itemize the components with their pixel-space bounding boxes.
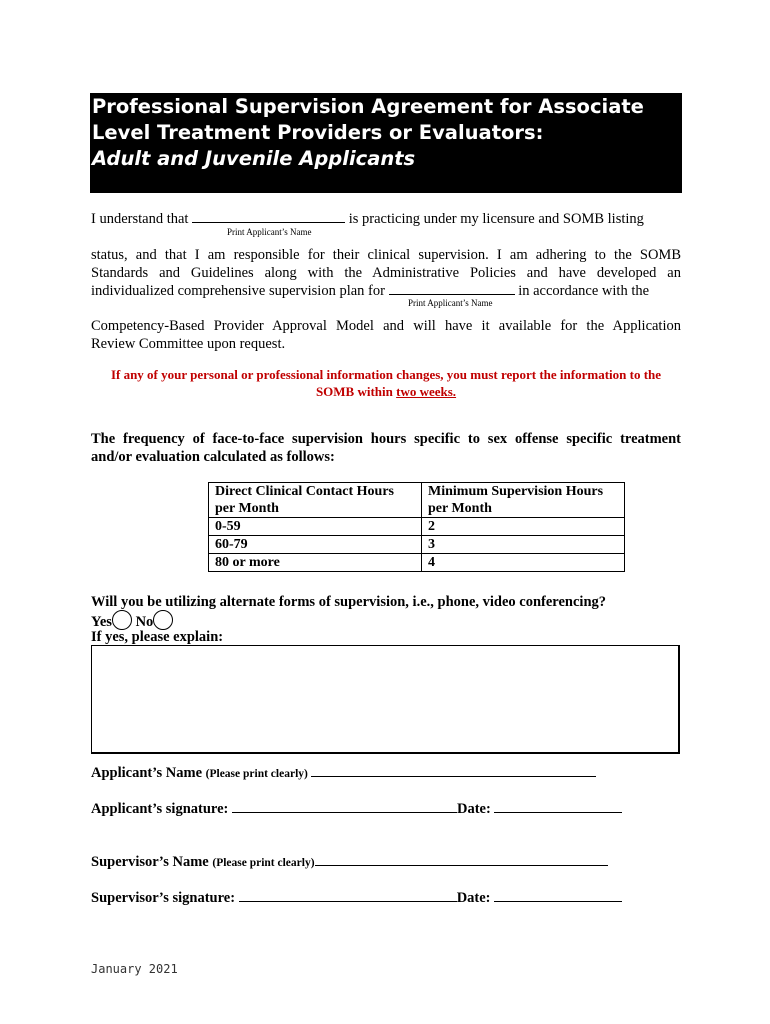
- print-applicant-name-caption-2: Print Applicant’s Name: [408, 298, 493, 308]
- intro-text-before: I understand that: [91, 211, 189, 227]
- footer-date: January 2021: [91, 962, 178, 976]
- title-line-2: Level Treatment Providers or Evaluators:: [92, 121, 544, 144]
- yes-label: Yes: [91, 614, 112, 630]
- table-header-row: [209, 483, 625, 518]
- supervisor-name-field[interactable]: [315, 853, 608, 866]
- no-radio[interactable]: [153, 610, 173, 630]
- explain-label: If yes, please explain:: [91, 629, 224, 645]
- applicant-name-label: Applicant’s Name: [91, 765, 203, 781]
- supervision-hours-table: [208, 482, 625, 572]
- supervisor-signature-field[interactable]: [239, 889, 457, 902]
- supervisor-signature-row: [91, 889, 622, 907]
- notice-line-1: If any of your personal or professional information changes, you must report the information to the: [110, 367, 662, 382]
- applicant-name-hint: (Please print clearly): [205, 768, 308, 780]
- frequency-line-2: and/or evaluation calculated as follows:: [91, 449, 335, 465]
- title-line-1: Professional Supervision Agreement for Associate: [92, 95, 644, 118]
- supervision-hours-cell: 4: [422, 554, 625, 572]
- explain-text-box[interactable]: [91, 645, 680, 754]
- intro-text-after: is practicing under my licensure and SOMB listing: [348, 211, 644, 227]
- applicant-date-field[interactable]: [494, 800, 622, 813]
- frequency-line-1: The frequency of face-to-face supervision hours specific to sex offense specific treatment: [91, 431, 681, 447]
- applicant-date-label: Date:: [457, 801, 491, 817]
- table-row: [209, 536, 625, 554]
- applicant-signature-field[interactable]: [232, 800, 457, 813]
- paragraph-line: status, and that I am responsible for their clinical supervision. I am adhering to the SOMB: [91, 247, 681, 263]
- applicant-name-blank-2[interactable]: [389, 282, 515, 295]
- plan-text-after: in accordance with the: [518, 283, 650, 299]
- applicant-signature-label: Applicant’s signature:: [91, 801, 229, 817]
- title-banner: [90, 93, 682, 193]
- supervisor-date-label: Date:: [456, 890, 491, 906]
- supervision-hours-cell: 2: [422, 518, 625, 536]
- applicant-name-field[interactable]: [311, 764, 596, 777]
- alternate-question: Will you be utilizing alternate forms of supervision, i.e., phone, video conferencing?: [91, 594, 607, 610]
- contact-hours-cell: 80 or more: [209, 554, 422, 572]
- supervisor-date-field[interactable]: [494, 889, 622, 902]
- applicant-name-blank-1[interactable]: [192, 210, 345, 223]
- applicant-name-row: [91, 764, 596, 783]
- header-contact-hours: Direct Clinical Contact Hours per Month: [209, 483, 422, 518]
- plan-text-before: individualized comprehensive supervision plan for: [91, 283, 385, 299]
- yes-radio[interactable]: [112, 610, 132, 630]
- supervision-hours-cell: 3: [422, 536, 625, 554]
- contact-hours-cell: 0-59: [209, 518, 422, 536]
- header-supervision-hours: Minimum Supervision Hours per Month: [422, 483, 625, 518]
- notice-text: SOMB within: [315, 384, 393, 399]
- paragraph-line: Competency-Based Provider Approval Model and will have it available for the Application: [91, 318, 681, 334]
- supervisor-signature-label: Supervisor’s signature:: [91, 890, 236, 906]
- paragraph-line: Standards and Guidelines along with the Administrative Policies and have developed an: [91, 265, 681, 281]
- supervisor-name-label: Supervisor’s Name: [91, 854, 209, 870]
- supervisor-name-row: [91, 853, 608, 872]
- print-applicant-name-caption-1: Print Applicant’s Name: [227, 227, 312, 237]
- supervisor-name-hint: (Please print clearly): [212, 857, 315, 869]
- subtitle: Adult and Juvenile Applicants: [92, 147, 416, 170]
- paragraph-line-with-blank: [91, 282, 681, 300]
- no-label: No: [135, 614, 154, 630]
- table-row: [209, 554, 625, 572]
- applicant-signature-row: [91, 800, 622, 818]
- paragraph-line: Review Committee upon request.: [91, 336, 286, 352]
- contact-hours-cell: 60-79: [209, 536, 422, 554]
- notice-deadline: two weeks.: [396, 384, 457, 399]
- table-row: [209, 518, 625, 536]
- intro-line: [91, 210, 681, 228]
- notice-line-2: [91, 383, 681, 401]
